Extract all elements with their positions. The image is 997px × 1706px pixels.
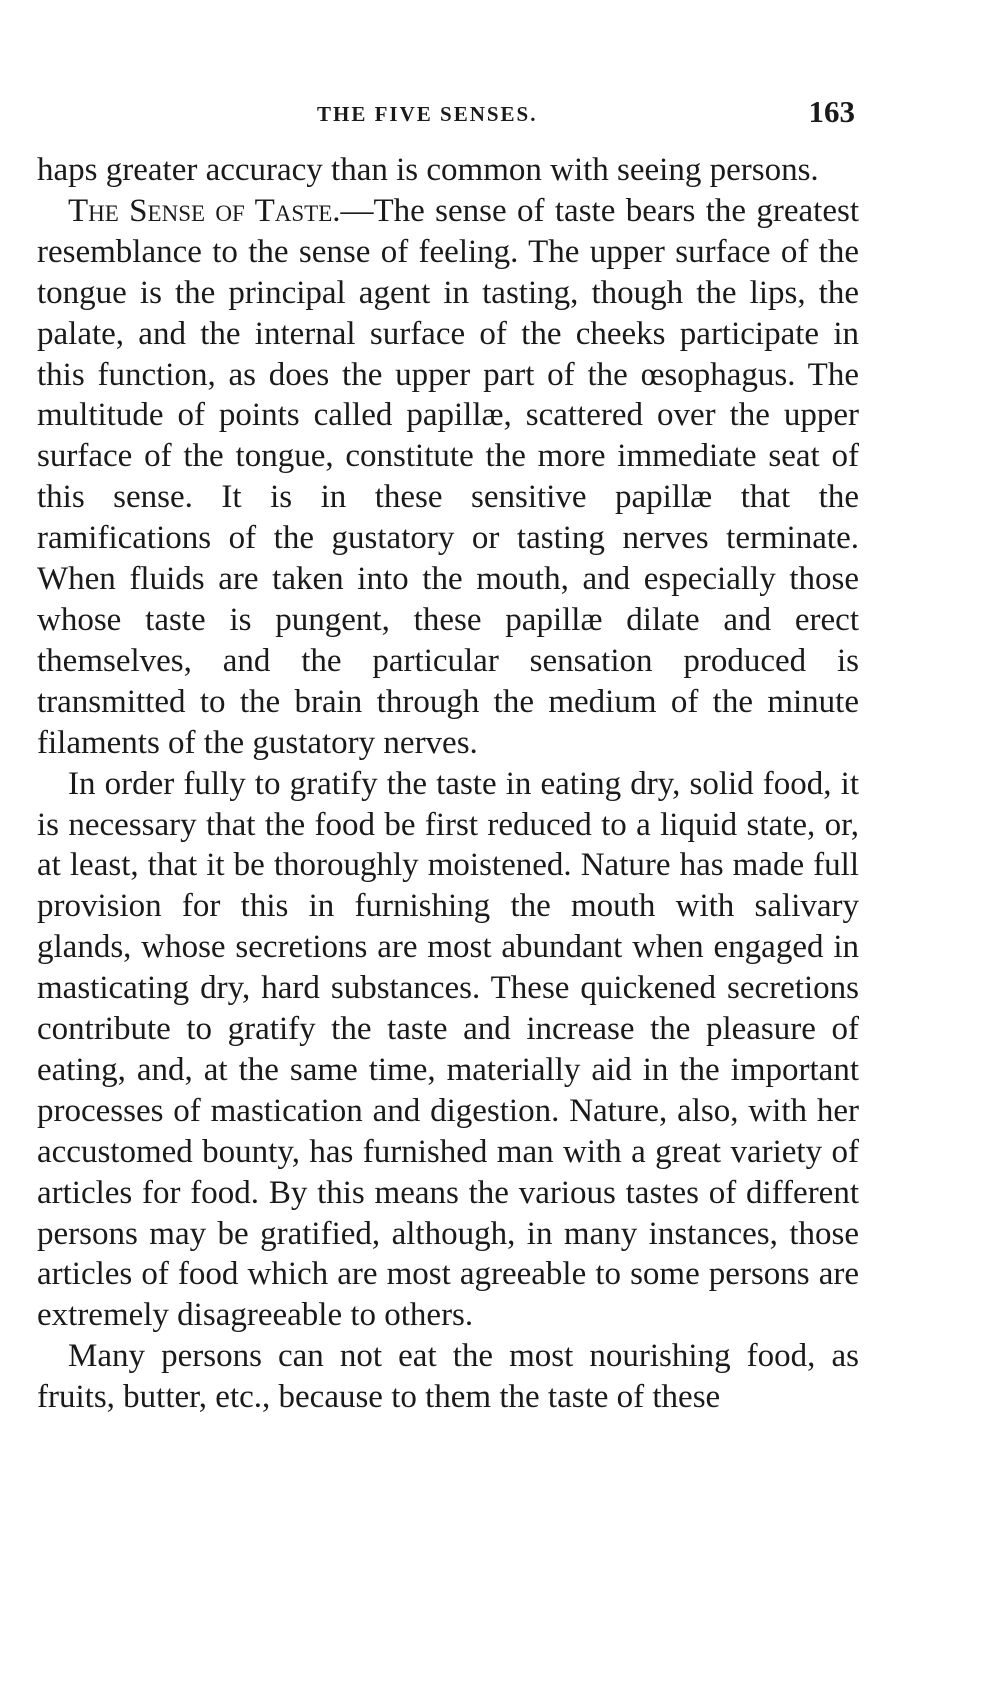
section-heading: The Sense of Taste. (68, 192, 341, 229)
paragraph-sense-of-taste (37, 191, 859, 764)
paragraph (37, 764, 859, 1337)
paragraph-text: Many persons can not eat the most nourishing food, as fruits, butter, etc., because to them the taste of these (37, 1338, 859, 1416)
body-text (37, 150, 859, 1418)
paragraph (37, 1336, 859, 1418)
paragraph-text: —The sense of taste bears the greatest resemblance to the sense of feeling. The upper surface of the tongue is the principal agent in tasting, though the lips, the palate, and the internal surface of the cheeks participate in this function, as does the upper part of the œsophagus. The multitude of points called papillæ, scattered over the upper surface of the tongue, constitute the more immediate seat of this sense. It is in these sensitive papillæ that the ramifications of the gustatory or tasting nerves terminate. When fluids are taken into the mouth, and especially those whose taste is pungent, these papillæ dilate and erect themselves, and the particular sensation produced is transmitted to the brain through the medium of the minute filaments of the gustatory nerves. (37, 192, 860, 761)
running-title: THE FIVE SENSES. (317, 102, 538, 126)
running-head (37, 94, 859, 138)
page-number: 163 (808, 94, 855, 129)
paragraph-text: haps greater accuracy than is common with seeing persons. (37, 152, 819, 188)
paragraph-text: In order fully to gratify the taste in eating dry, solid food, it is necessary that the food be first reduced to a liquid state, or, at least, that it be thoroughly moistened. Nature has made full provision for this in furnishing the mouth with salivary glands, whose secretions are most abundant when engaged in masticating dry, hard substances. These quickened secretions contribute to gratify the taste and increase the pleasure of eating, and, at the same time, materially aid in the important processes of mastication and digestion. Nature, also, with her accustomed bounty, has furnished man with a great variety of articles for food. By this means the various tastes of different persons may be gratified, although, in many instances, those articles of food which are most agreeable to some persons are extremely disagreeable to others. (37, 765, 859, 1334)
paragraph-continued (37, 150, 859, 191)
